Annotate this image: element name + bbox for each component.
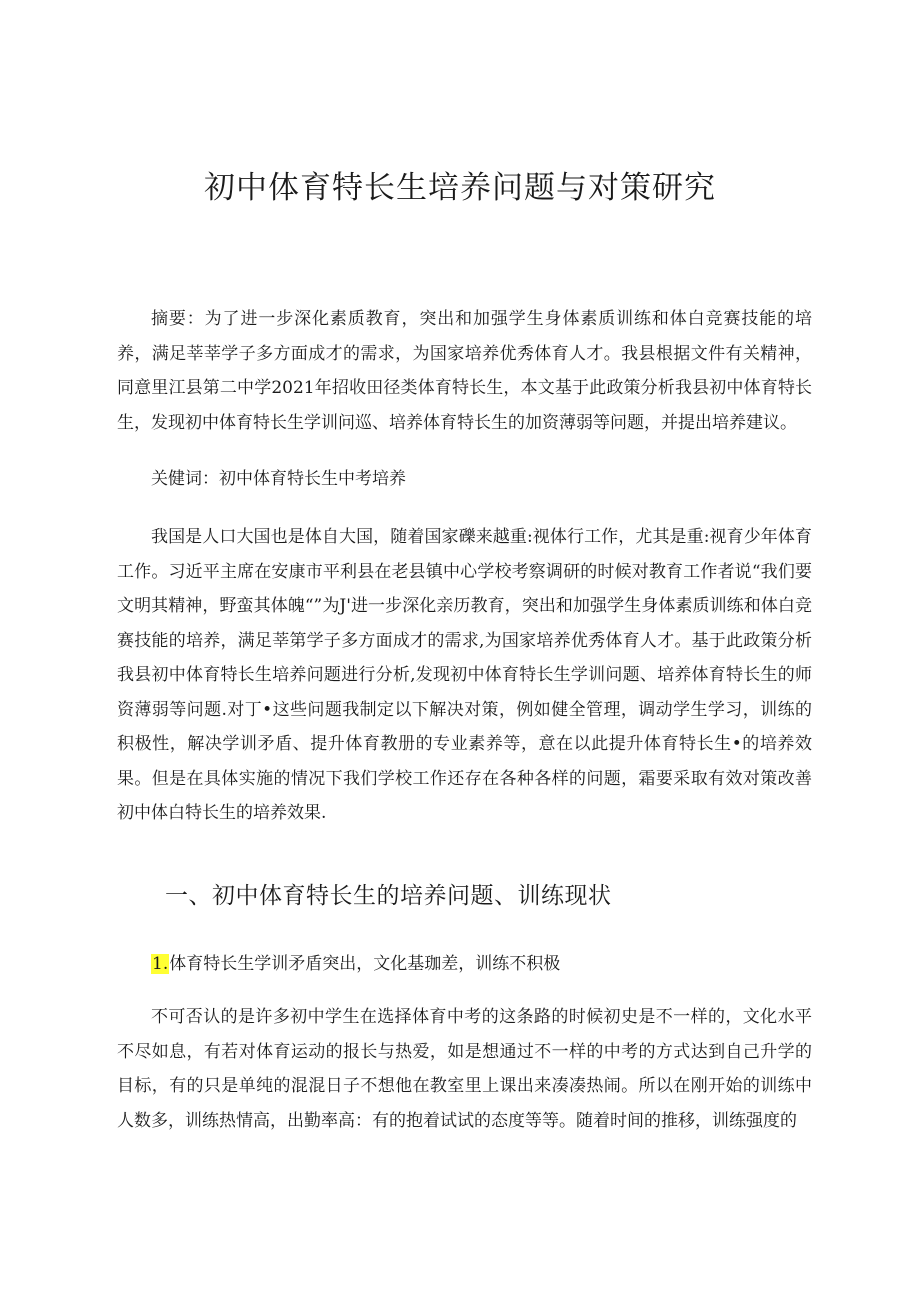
body-paragraph: 不可否认的是许多初中学生在选择体育中考的这条路的时候初史是不一样的，文化水平不尽如息，有若对体育运动的报长与热爱，如是想通过不一样的中考的方式达到自己升学的目标，有的只是单纯的混混日子不想他在教室里上课出来凑凑热闹。所以在刚开始的训练中人数多，训练热情高，出勤率高：有的抱着试试的态度等等。随着时间的推移，训练强度的 bbox=[117, 1007, 812, 1131]
intro-paragraph: 我国是人口大国也是体自大国，随着国家礫来越重:视体行工作，尤其是重:视育少年体育工作。习近平主席在安康市平利县在老县镇中心学校考察调研的时候对教育工作者说“我们要文明其精神，野蛮其体魄“”为J'进一步深化亲历教育，突出和加强学生身体素质训练和体白竞赛技能的培养，满足莘第学子多方面成才的需求,为国家培养优秀体育人才。基于此政策分析我县初中体育特长生培养问题进行分析,发现初中体育特长生学训问题、培养体育特长生的师资薄弱等问题.对丁•这些问题我制定以下解决对策，例如健全管理，调动学生学习，训练的积极性，解决学训矛盾、提升体育教册的专业素养等，意在以此提升体育特长生•的培养效果。但是在具体实施的情况下我们学校工作还存在各种各样的问题，霜要采取有效对策改善初中体白特长生的培养效果. bbox=[117, 527, 812, 823]
section-heading: 一、初中体育特长生的培养问题、训练现状 bbox=[165, 883, 612, 909]
keywords-line: 关健词：初中体育特长生中考培养 bbox=[151, 469, 406, 489]
sub-heading-number: 1. bbox=[152, 954, 169, 974]
sub-heading bbox=[151, 949, 560, 979]
document-title: 初中体育特长生培养问题与对策研究 bbox=[204, 170, 716, 206]
abstract-paragraph: 摘要：为了进一步深化素质教育，突出和加强学生身体素质训练和体白竞赛技能的培养，满足莘莘学子多方面成才的需求，为国家培养优秀体育人才。我县根据文件有关精神，同意里江县第二中学2021年招收田径类体育特长生，本文基于此政策分析我县初中体育特长生，发现初中体育特长生学训问巡、培养体育特长生的加资薄弱等问题，并提出培养建议。 bbox=[117, 309, 812, 433]
sub-heading-text: 体育特长生学训矛盾突出，文化基珈差，训练不积极 bbox=[169, 954, 561, 974]
